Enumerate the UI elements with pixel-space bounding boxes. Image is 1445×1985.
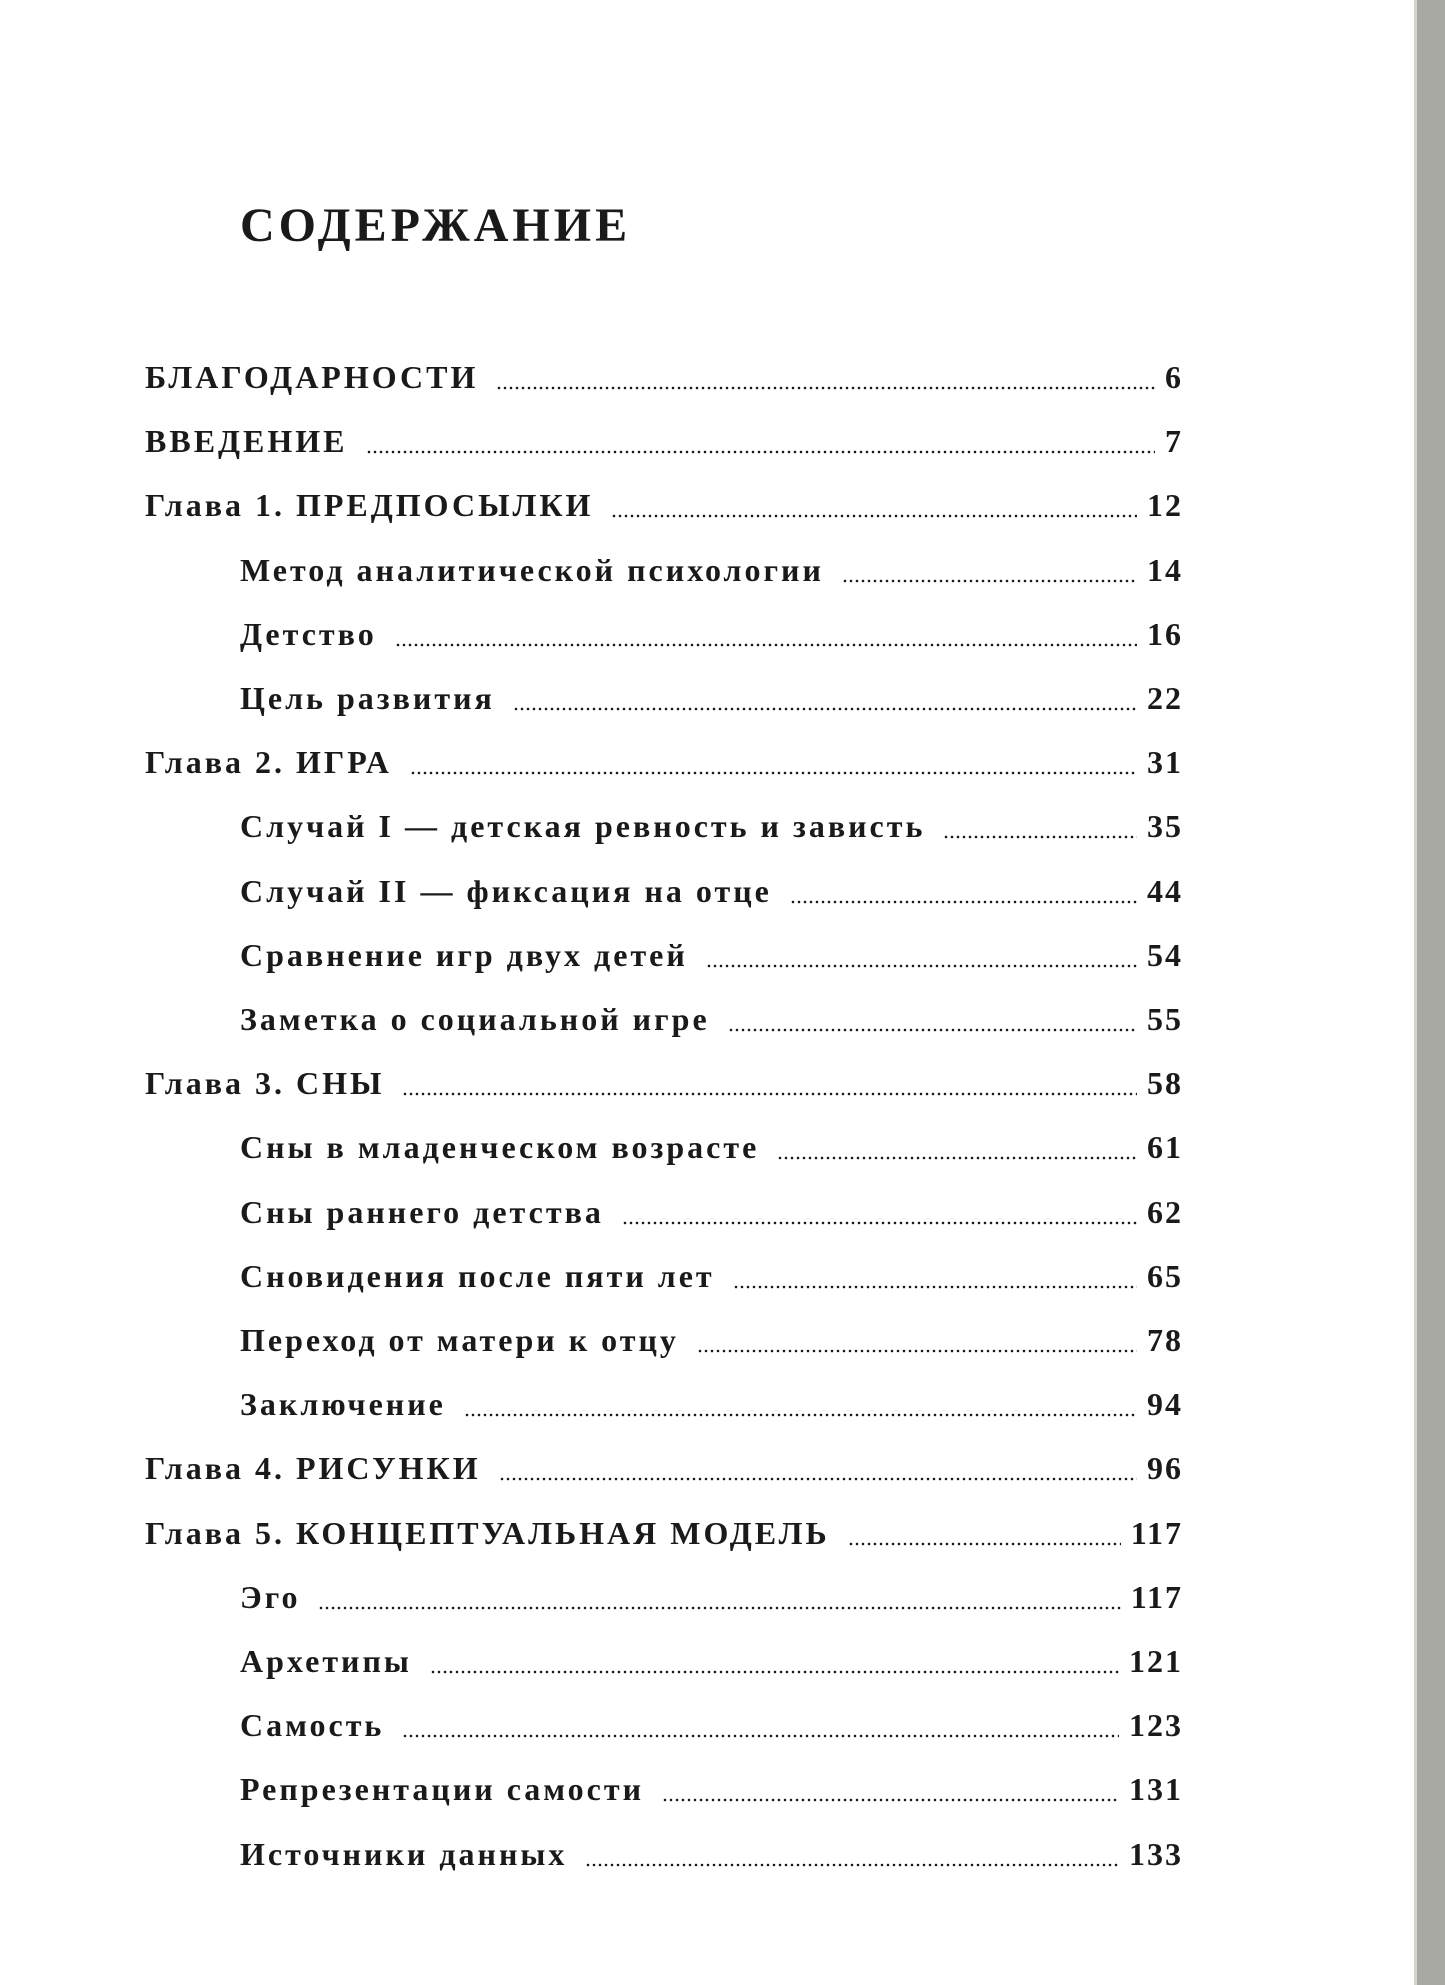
dot-leader [513,673,1137,712]
toc-entry-title: Глава 5. КОНЦЕПТУАЛЬНАЯ МОДЕЛЬ [145,1514,830,1551]
dot-leader [430,1636,1119,1675]
toc-page-number: 62 [1147,1193,1183,1230]
toc-page-number: 58 [1147,1065,1183,1102]
toc-entry-title: Метод аналитической психологии [240,551,824,588]
toc-chapter-entry [145,416,1183,466]
toc-section-entry [240,1764,1183,1814]
toc-entry-title: Эго [240,1578,301,1615]
dot-leader [842,545,1137,584]
toc-section-entry [240,866,1183,916]
toc-page-number: 54 [1147,936,1183,973]
dot-leader [496,352,1155,391]
toc-entry-title: Заметка о социальной игре [240,1001,710,1037]
toc-entry-title: Случай II — фиксация на отце [240,872,772,909]
toc-page-number: 14 [1147,551,1183,588]
toc-chapter-entry [145,480,1183,530]
toc-page-number: 16 [1147,615,1183,652]
toc-page-number: 78 [1147,1322,1183,1358]
toc-entry-title: Архетипы [240,1643,412,1679]
toc-section-entry [240,673,1183,723]
dot-leader [733,1251,1137,1290]
toc-page-number: 123 [1129,1707,1183,1744]
toc-page-number: 96 [1147,1450,1183,1487]
toc-page-number: 12 [1147,487,1183,524]
page-title: СОДЕРЖАНИЕ [240,199,632,252]
toc-entry-title: Переход от матери к отцу [240,1322,679,1358]
toc-page-number: 6 [1165,359,1183,395]
toc-entry-title: Цель развития [240,680,495,716]
toc-entry-title: Сновидения после пяти лет [240,1257,715,1294]
dot-leader [499,1443,1137,1482]
toc-section-entry [240,609,1183,659]
toc-page-number: 94 [1147,1386,1183,1423]
dot-leader [402,1058,1137,1097]
toc-chapter-entry [145,1508,1183,1558]
toc-entry-title: Детство [240,615,377,652]
dot-leader [706,930,1137,969]
toc-entry-title: ВВЕДЕНИЕ [145,423,348,460]
toc-entry-title: Глава 3. СНЫ [145,1065,385,1102]
toc-entry-title: Сравнение игр двух детей [240,936,688,973]
toc-section-entry [240,545,1183,595]
toc-entry-title: Заключение [240,1386,446,1423]
toc-entry-title: Глава 1. ПРЕДПОСЫЛКИ [145,487,594,524]
toc-entry-title: БЛАГОДАРНОСТИ [145,359,479,395]
toc-section-entry [240,1187,1183,1237]
toc-section-entry [240,1572,1183,1622]
toc-page-number: 121 [1129,1643,1183,1679]
dot-leader [728,994,1137,1033]
toc-entry-title: Источники данных [240,1835,568,1872]
toc-entry-title: Сны в младенческом возрасте [240,1129,760,1166]
dot-leader [402,1700,1119,1739]
toc-section-entry [240,1636,1183,1686]
toc-page-number: 65 [1147,1257,1183,1294]
toc-entry-title: Глава 2. ИГРА [145,744,392,781]
toc-page-number: 131 [1129,1771,1183,1808]
dot-leader [777,1122,1137,1161]
toc-page-number: 22 [1147,680,1183,716]
toc-page-number: 117 [1130,1514,1183,1551]
toc-section-entry [240,1315,1183,1365]
dot-leader [366,416,1155,455]
toc-entry-title: Самость [240,1707,385,1744]
dot-leader [611,480,1137,519]
dot-leader [464,1379,1137,1418]
toc-section-entry [240,1700,1183,1750]
dot-leader [622,1187,1137,1226]
toc-chapter-entry [145,737,1183,787]
toc-page-number: 117 [1130,1578,1183,1615]
dot-leader [585,1829,1119,1868]
toc-chapter-entry [145,352,1183,402]
toc-chapter-entry [145,1443,1183,1493]
toc-page-number: 7 [1165,423,1183,460]
toc-section-entry [240,1122,1183,1172]
dot-leader [697,1315,1137,1354]
toc-section-entry [240,930,1183,980]
dot-leader [410,737,1137,776]
dot-leader [790,866,1137,905]
toc-page-number: 61 [1147,1129,1183,1166]
dot-leader [395,609,1137,648]
toc-page-number: 55 [1147,1001,1183,1037]
dot-leader [848,1508,1121,1547]
toc-section-entry [240,1251,1183,1301]
toc-page-number: 35 [1147,808,1183,845]
toc-page-number: 133 [1129,1835,1183,1872]
toc-page-number: 44 [1147,872,1183,909]
dot-leader [943,801,1137,840]
toc-entry-title: Случай I — детская ревность и зависть [240,808,926,845]
toc-section-entry [240,1829,1183,1879]
toc-entry-title: Глава 4. РИСУНКИ [145,1450,481,1487]
toc-page-number: 31 [1147,744,1183,781]
dot-leader [662,1764,1119,1803]
toc-section-entry [240,1379,1183,1429]
toc-entry-title: Сны раннего детства [240,1193,604,1230]
toc-entry-title: Репрезентации самости [240,1771,645,1808]
dot-leader [318,1572,1120,1611]
toc-chapter-entry [145,1058,1183,1108]
toc-section-entry [240,994,1183,1044]
toc-section-entry [240,801,1183,851]
